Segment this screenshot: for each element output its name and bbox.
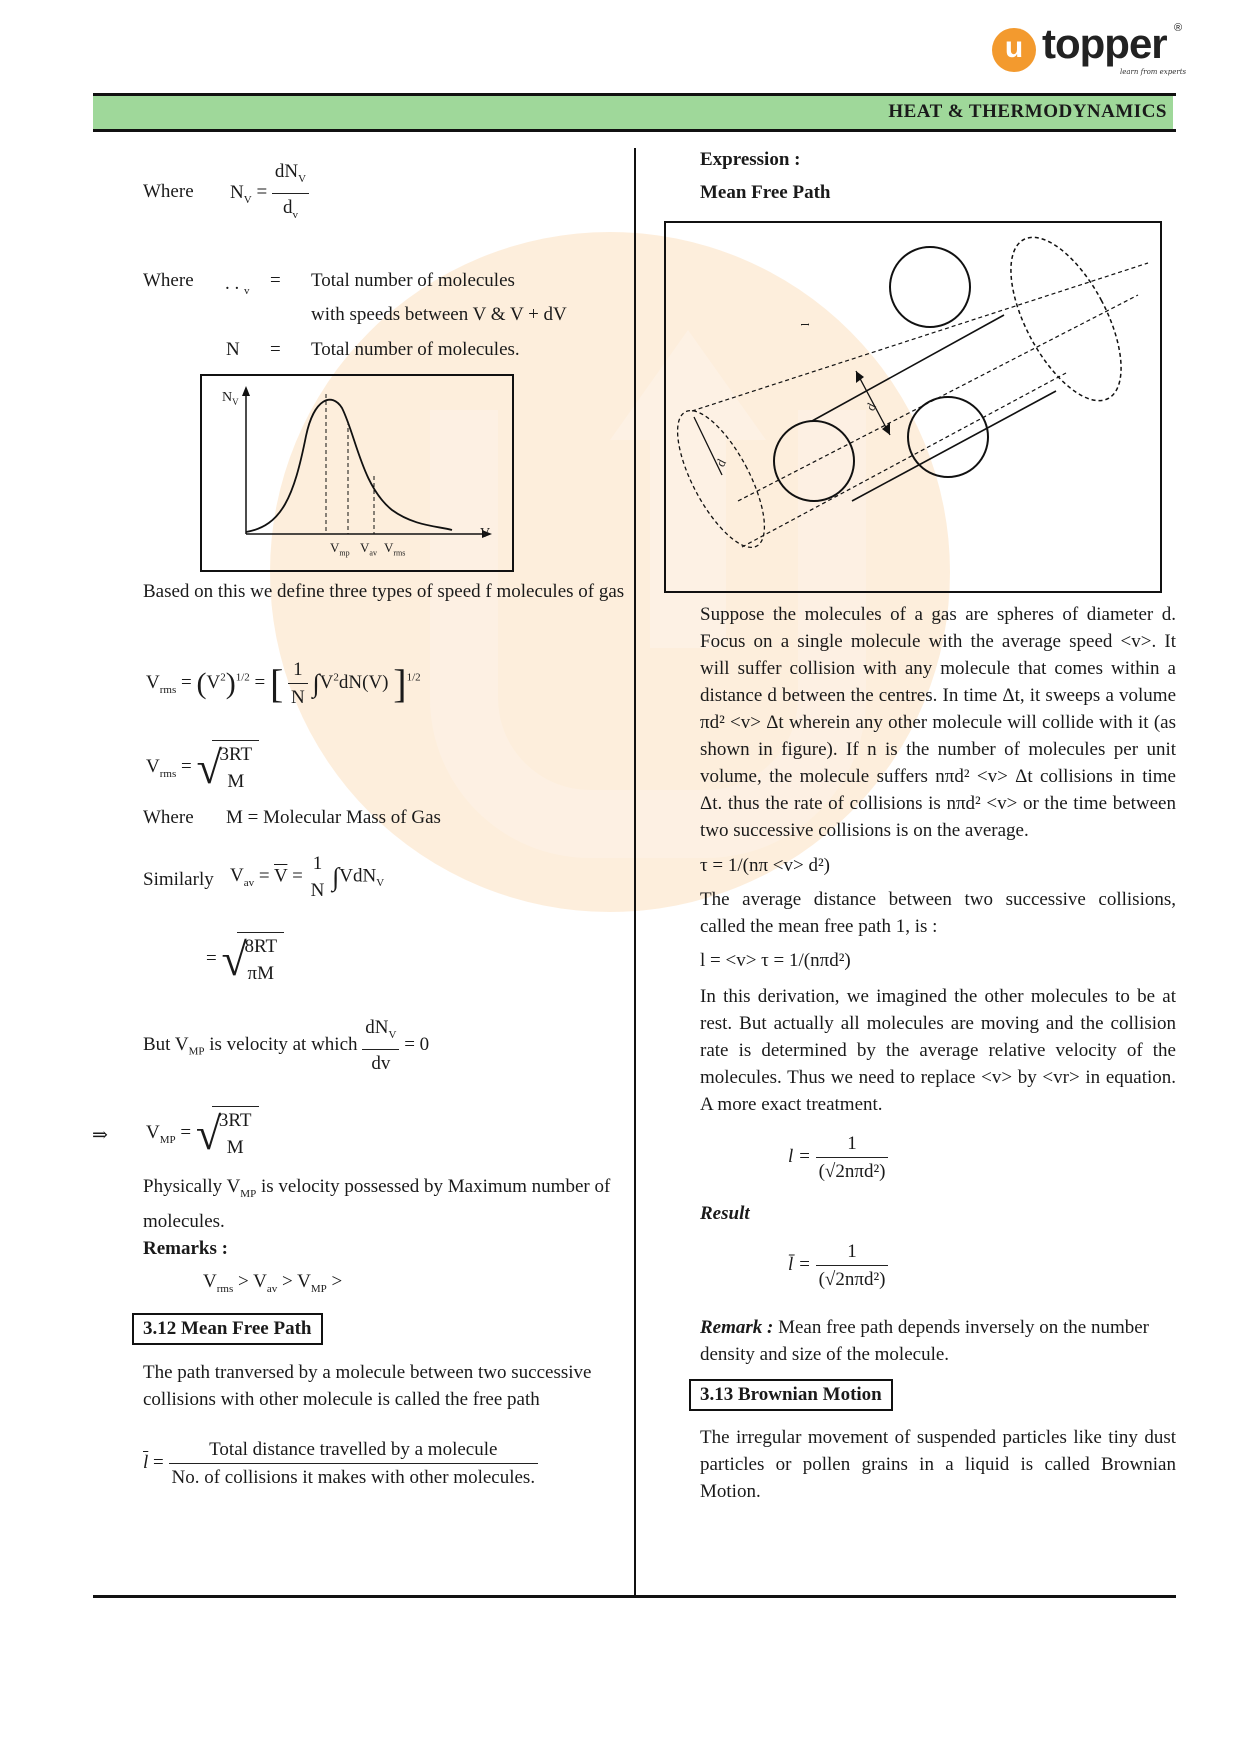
- logo-circle-icon: [992, 28, 1036, 72]
- nv-lhs: $N_V$: [230, 181, 252, 206]
- nv-eq: =: [256, 181, 268, 203]
- vrms-equation-2: $V_{rms}$ = √ 3RT M: [146, 740, 259, 795]
- molecule-upper: [890, 247, 970, 327]
- avg-distance-text: The average distance between two successive collisions, called the mean free path 1, is :: [700, 889, 1176, 937]
- graph-vmp-label: $V_{mp}$: [330, 540, 350, 558]
- def1-text-a: Total number of molecules: [311, 270, 515, 291]
- but-vmp-line: But $V_{MP}$ is velocity at which $\frac{dN_V}{dv}$ = 0: [143, 1014, 429, 1077]
- cylinder-svg: [666, 223, 1160, 591]
- similarly-label: Similarly: [143, 869, 214, 890]
- cylinder-top-edge: [692, 263, 1148, 414]
- diameter-arrow-head-2: [882, 423, 890, 435]
- graph-vav-label: $V_{av}$: [360, 540, 377, 558]
- where-label-3: Where: [143, 807, 194, 828]
- y-axis-arrow: [242, 386, 250, 396]
- collision-cylinder-diagram: [664, 221, 1162, 593]
- implies-arrow: ⇒: [92, 1125, 108, 1146]
- diagram-l-label: l: [798, 322, 813, 327]
- l-equation: l = <v> τ = 1/(nπd²): [700, 950, 851, 971]
- diameter-arrow-head-1: [856, 371, 864, 383]
- graph-vrms-label: $V_{rms}$: [384, 540, 406, 558]
- diagram-d-label-1: d: [862, 400, 879, 414]
- vmp-equation: $V_{MP}$ = √ 3RT M: [146, 1106, 259, 1161]
- header-bottom-rule: [93, 129, 1176, 132]
- molecular-mass-def: M = Molecular Mass of Gas: [226, 807, 441, 828]
- distribution-curve: [246, 400, 452, 532]
- nv-fraction: $\frac{dN_V}{d_v}$: [272, 158, 309, 229]
- logo-text: topper: [1042, 20, 1167, 67]
- distribution-curve-svg: [202, 376, 512, 570]
- remarks-inequality: $V_{rms} > V_{av} > V_{MP}$ >: [203, 1271, 343, 1295]
- where-label-2: Where: [143, 270, 194, 291]
- cylinder-left-end: [666, 399, 781, 559]
- where-label-1: Where: [143, 181, 194, 202]
- brand-logo: [992, 22, 1192, 82]
- tube-upper-line: [812, 315, 1004, 421]
- speed-distribution-graph: [200, 374, 514, 572]
- free-path-formula: $\overline{l}$ = $\frac{\text{Total distance travelled by a molecule}}{\text{No. of collisions it makes with other molecules.}}$: [143, 1436, 538, 1491]
- column-divider: [634, 148, 636, 1596]
- molecule-moving: [774, 421, 854, 501]
- vrms-sqrt: √ 3RT M: [196, 740, 259, 795]
- cylinder-bottom-edge: [742, 373, 1066, 547]
- remark-text: Remark : Mean free path depends inversely on the number density and size of the molecule.: [700, 1317, 1150, 1365]
- vrms-equation-1: $V_{rms} = (V^2)^{1/2}$ = [ $\frac{1}{N}$ $\int V^2dN(V)$ ]$^{1/2}$: [146, 656, 421, 711]
- def1-text-b: with speeds between V & V + dV: [311, 304, 567, 325]
- footer-rule: [93, 1595, 1176, 1598]
- vav-equation-2: = √ 8RT πM: [206, 932, 284, 987]
- def1-symbol: . . $_v$: [225, 273, 250, 297]
- tau-equation: τ = 1/(nπ <v> d²): [700, 855, 831, 876]
- based-text: Based on this we define three types of speed f molecules of gas: [143, 581, 625, 602]
- derivation-text: In this derivation, we imagined the other molecules to be at rest. But actually all molecules are moving and the collision rate is determined by the average relative velocity of the molecules. Thus we need to replace <v> by <vr> in equation. A more exact treatment.: [700, 986, 1176, 1115]
- graph-y-label: $N_V$: [222, 390, 239, 407]
- mfp-paragraph-1: Suppose the molecules of a gas are spheres of diameter d. Focus on a single molecule with the average speed <v>. It will suffer collision with any molecule that comes within a distance d between the centres. In time Δt, it sweeps a volume πd² <v> Δt wherein any other molecule will collide with it (as shown in figure). If n is the number of molecules per unit volume, the molecule suffers nπd² <v> Δt collisions in time Δt. thus the rate of collisions is nπd² <v> or the time between two successive collisions is on the average.: [700, 604, 1176, 841]
- def2-eq: =: [270, 339, 281, 360]
- header-subject: HEAT & THERMODYNAMICS: [888, 101, 1167, 122]
- section-3-12-text: The path tranversed by a molecule between two successive collisions with other molecule is called the free path: [143, 1362, 592, 1410]
- def1-eq: =: [270, 270, 281, 291]
- remarks-heading: Remarks :: [143, 1238, 228, 1259]
- graph-x-label: V: [480, 526, 491, 541]
- expression-heading: Expression :: [700, 149, 801, 170]
- vav-equation: $V_{av} = \overline{V}$ = 1 N ∫VdN$_V$: [230, 853, 385, 901]
- registered-mark: ®: [1174, 22, 1183, 34]
- nv-equation: [230, 158, 309, 229]
- result-heading: Result: [700, 1203, 750, 1224]
- physically-text: Physically $V_{MP}$ is velocity possessed by Maximum number of molecules.: [143, 1176, 611, 1232]
- logo-tagline: learn from experts: [1120, 68, 1187, 76]
- section-3-13-text: The irregular movement of suspended particles like tiny dust particles or pollen grains in a liquid is called Brownian Motion.: [700, 1427, 1176, 1502]
- tube-lower-line: [852, 391, 1056, 501]
- mfp-formula-2: l̄ = $\frac{1}{\text{(√2nπd²)}}$: [788, 1238, 888, 1293]
- def2-symbol: N: [226, 339, 240, 360]
- cylinder-right-end: [988, 223, 1143, 417]
- section-3-12-heading: 3.12 Mean Free Path: [132, 1313, 323, 1345]
- logo-letter: u: [1004, 31, 1024, 64]
- mfp-formula-1: l = $\frac{1}{\text{(√2nπd²)}}$: [788, 1130, 888, 1185]
- def2-text: Total number of molecules.: [311, 339, 520, 360]
- section-3-13-heading: 3.13 Brownian Motion: [689, 1379, 893, 1411]
- diagram-d-label-2: d: [712, 456, 729, 470]
- mean-free-path-heading: Mean Free Path: [700, 182, 831, 203]
